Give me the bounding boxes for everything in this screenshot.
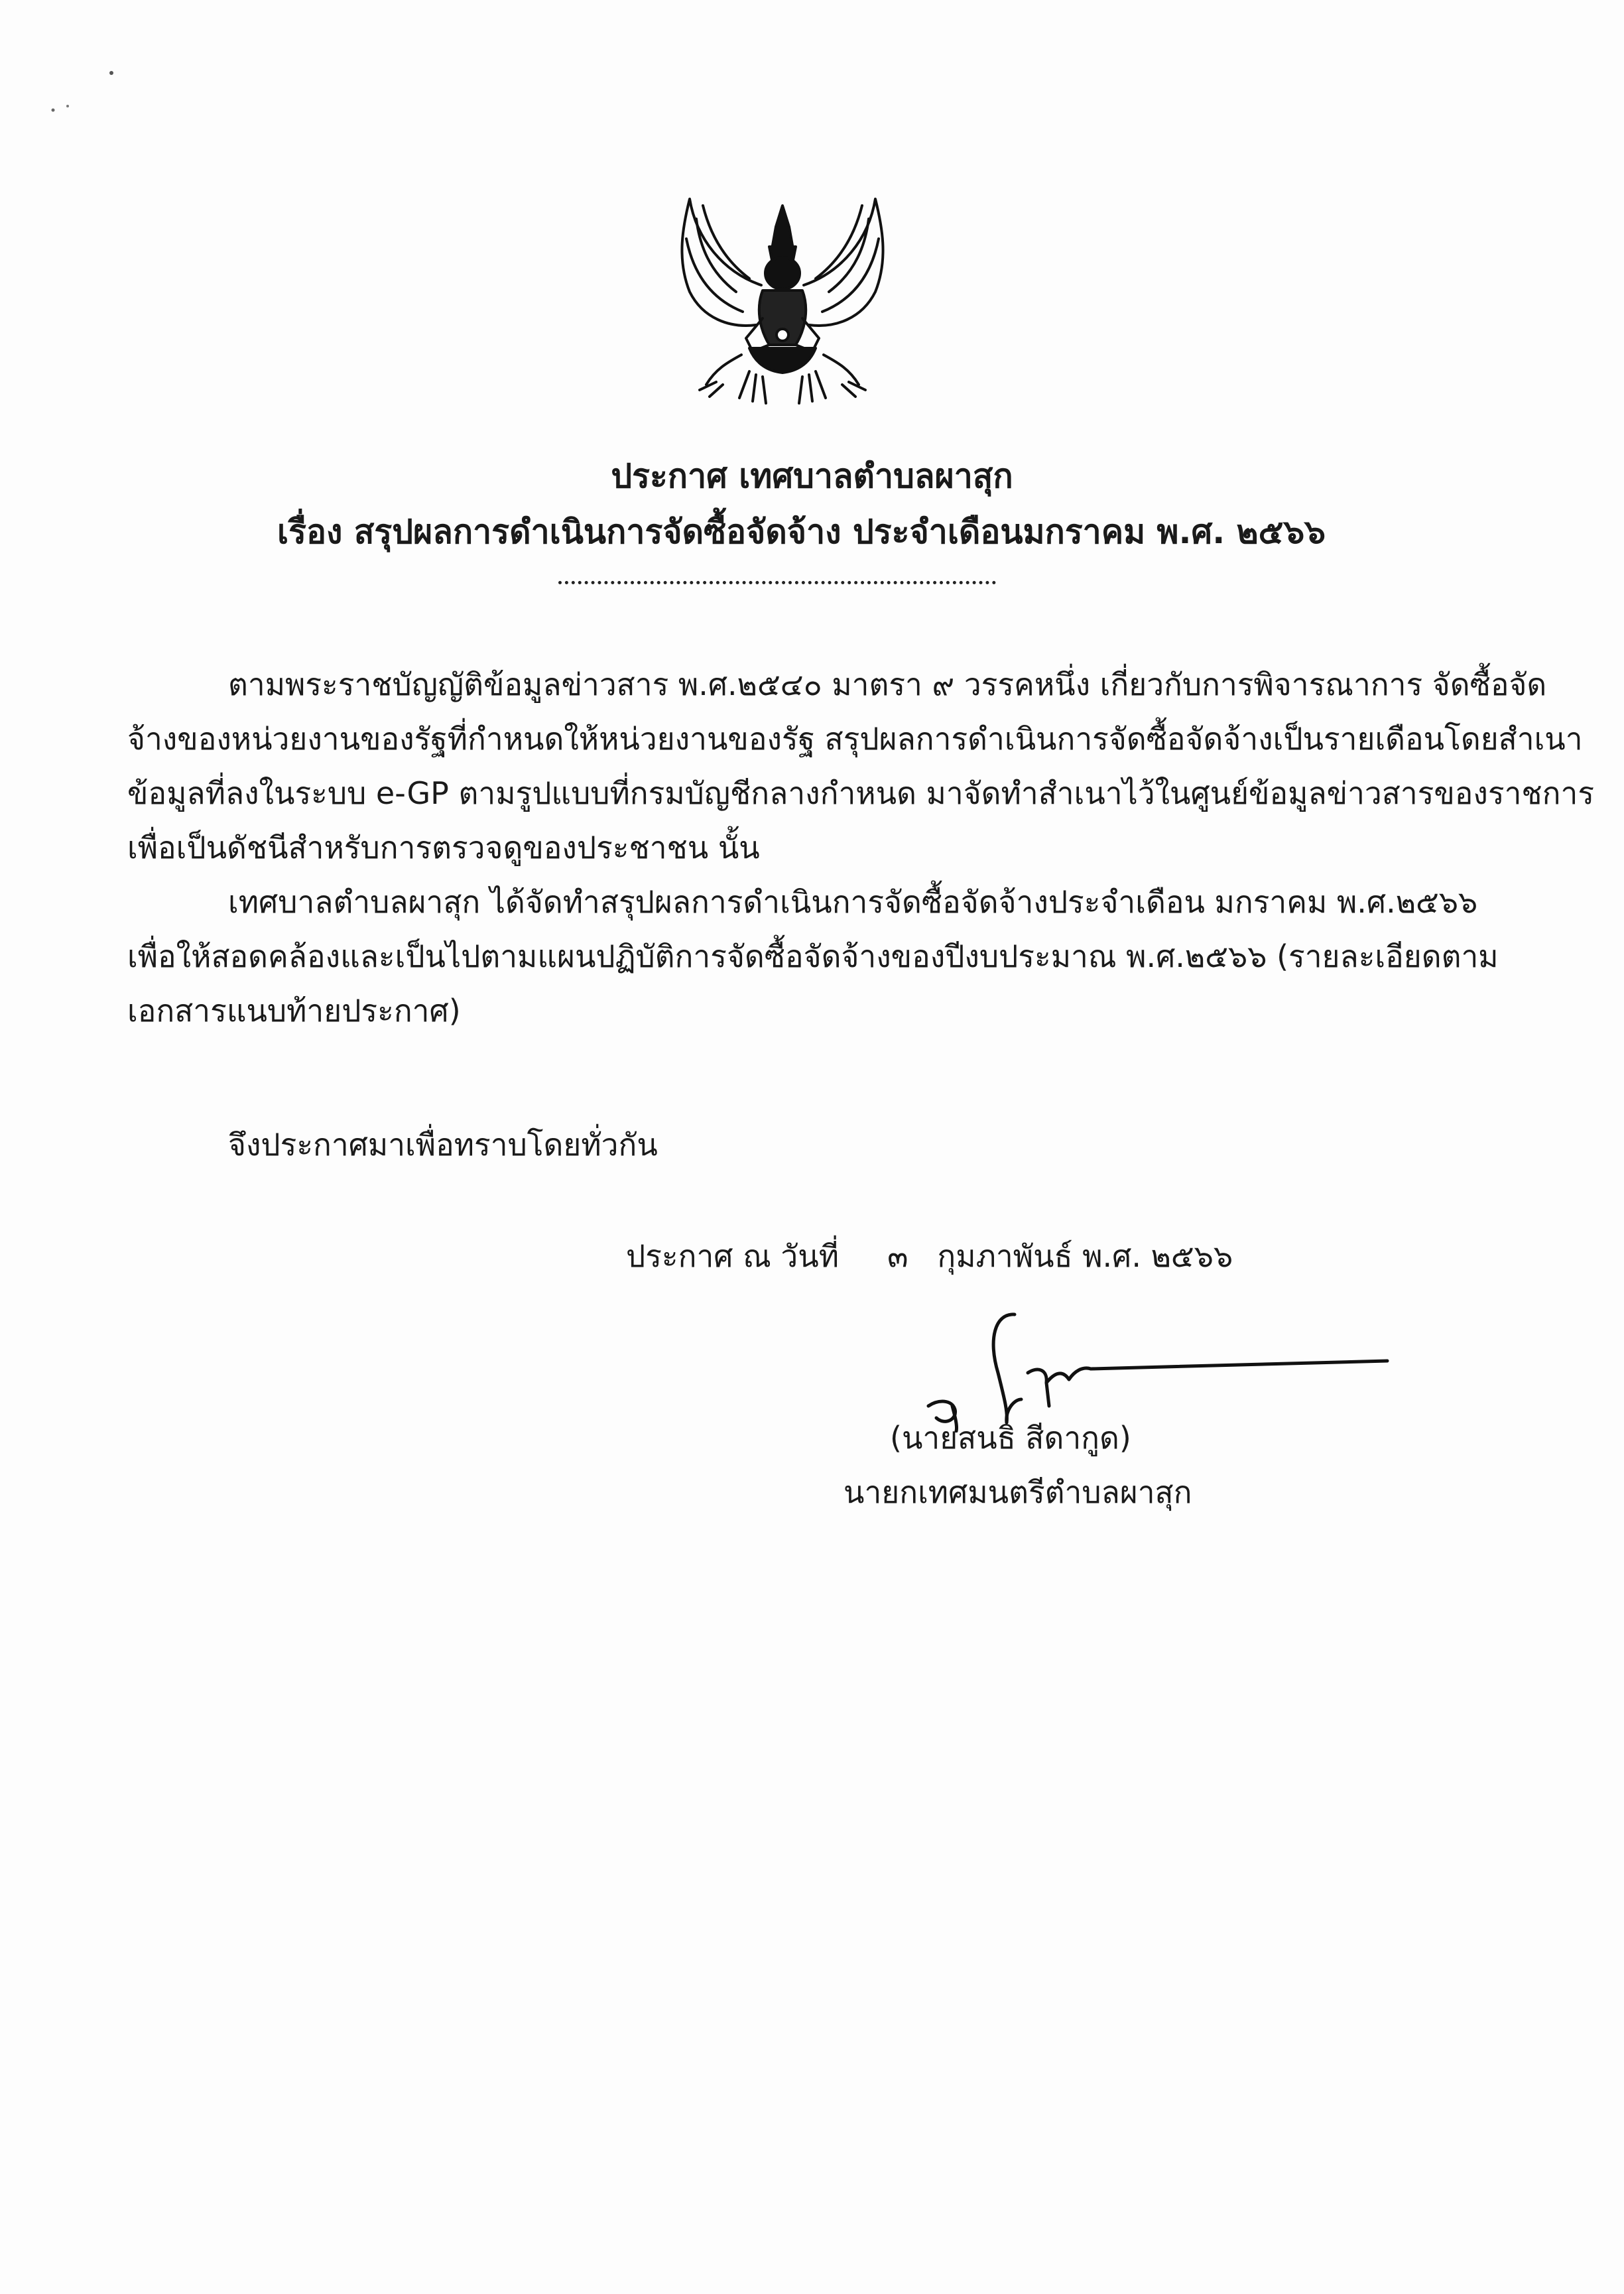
signer-name: (นายสนธิ สีดากูด) (890, 1420, 1131, 1456)
paragraph-2-line-1: เทศบาลตำบลผาสุก ได้จัดทำสรุปผลการดำเนินการจัดซื้อจัดจ้างประจำเดือน มกราคม พ.ศ.๒๕๖๖ (228, 884, 1478, 920)
scan-specks (40, 66, 133, 119)
paragraph-2-line-2: เพื่อให้สอดคล้องและเป็นไปตามแผนปฏิบัติการจัดซื้อจัดจ้างของปีงบประมาณ พ.ศ.๒๕๖๖ (รายละเอียดตาม (127, 938, 1499, 974)
handwritten-signature (889, 1300, 1393, 1433)
announcement-subject: เรื่อง สรุปผลการดำเนินการจัดซื้อจัดจ้าง ประจำเดือนมกราคม พ.ศ. ๒๕๖๖ (277, 513, 1326, 551)
announcement-date: ประกาศ ณ วันที่ ๓ กุมภาพันธ์ พ.ศ. ๒๕๖๖ (626, 1238, 1233, 1274)
signer-title: นายกเทศมนตรีตำบลผาสุก (843, 1474, 1192, 1510)
paragraph-1-line-3: ข้อมูลที่ลงในระบบ e-GP ตามรูปแบบที่กรมบัญชีกลางกำหนด มาจัดทำสำเนาไว้ในศูนย์ข้อมูลข่าวสารของราชการ (127, 775, 1595, 811)
closing-statement: จึงประกาศมาเพื่อทราบโดยทั่วกัน (228, 1127, 658, 1163)
paragraph-1-line-2: จ้างของหน่วยงานของรัฐที่กำหนดให้หน่วยงานของรัฐ สรุปผลการดำเนินการจัดซื้อจัดจ้างเป็นรายเดือนโดยสำเนา (127, 721, 1583, 757)
announcement-title: ประกาศ เทศบาลตำบลผาสุก (611, 457, 1013, 495)
dotted-divider (558, 581, 996, 584)
paragraph-1-line-4: เพื่อเป็นดัชนีสำหรับการตรวจดูของประชาชน นั้น (127, 830, 760, 865)
garuda-emblem (670, 186, 895, 411)
paragraph-2-line-3: เอกสารแนบท้ายประกาศ) (127, 993, 461, 1029)
paragraph-1-line-1: ตามพระราชบัญญัติข้อมูลข่าวสาร พ.ศ.๒๕๔๐ มาตรา ๙ วรรคหนึ่ง เกี่ยวกับการพิจารณาการ จัดซื้อจัด (228, 667, 1547, 702)
